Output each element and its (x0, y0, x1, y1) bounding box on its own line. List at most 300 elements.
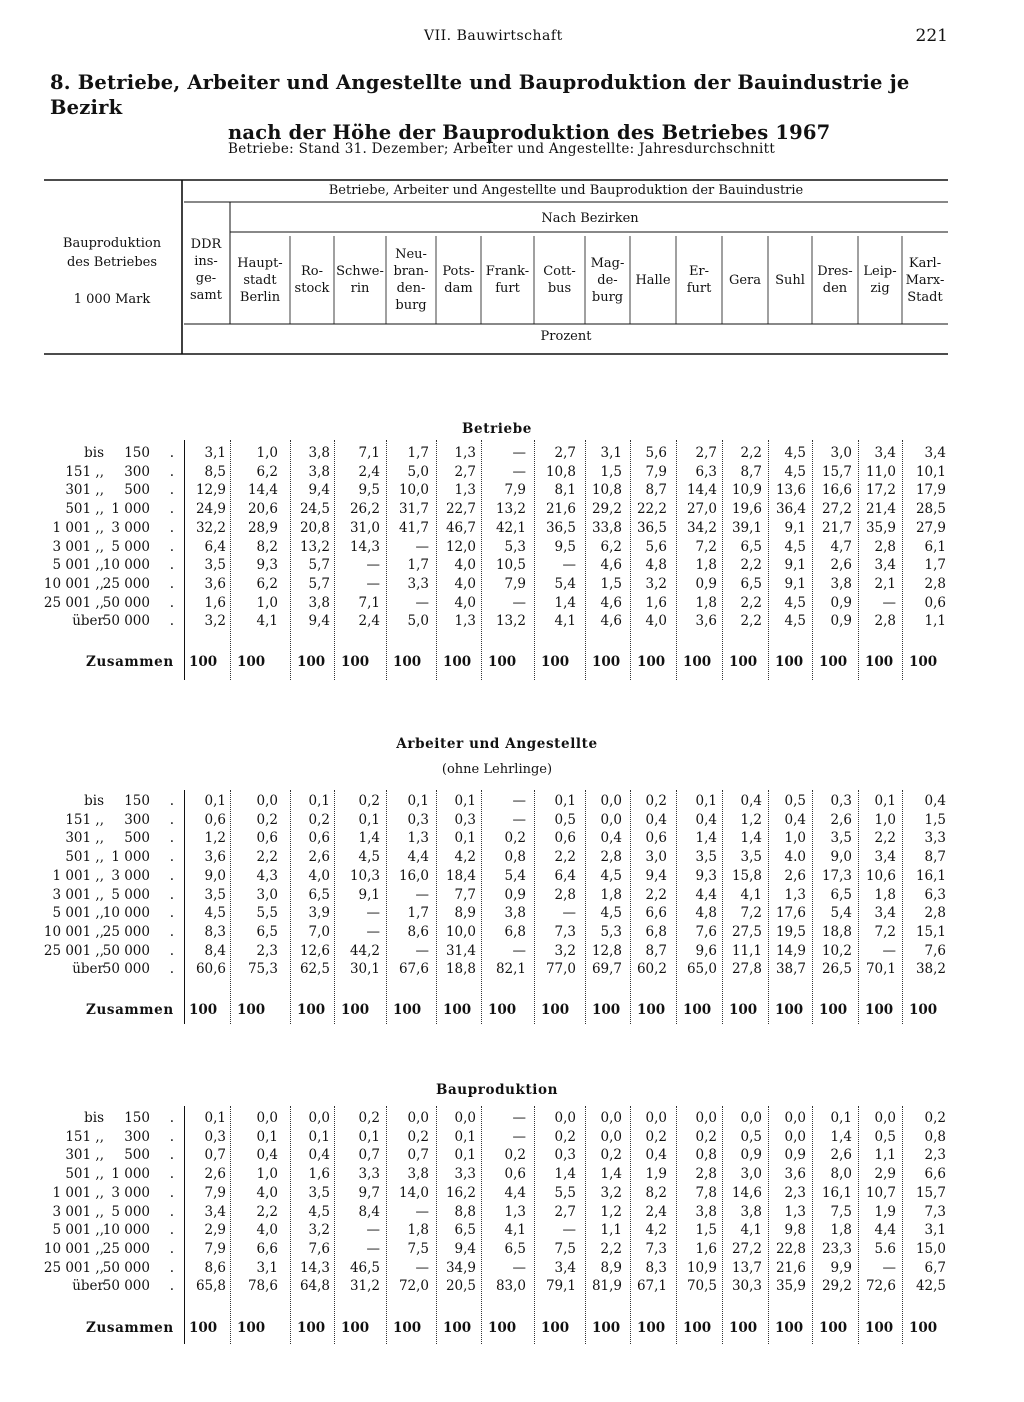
column-header-12 (723, 272, 767, 289)
table-cell: 2,9 (874, 1166, 896, 1183)
table-cell: 3,5 (204, 557, 226, 574)
row-label-to: 5 000 (111, 886, 150, 903)
table-cell: 8,9 (600, 1259, 622, 1276)
table-cell: 15,0 (915, 1240, 946, 1257)
table-cell: 7,1 (358, 445, 380, 461)
table-cell: 2,9 (204, 1222, 226, 1239)
total-cell: 100 (393, 1320, 422, 1336)
row-label-to: 25 000 (102, 575, 150, 592)
table-cell: 0,5 (784, 793, 806, 809)
stub-line1: Bauproduktion (62, 236, 162, 251)
table-cell: 36,4 (775, 501, 806, 518)
table-cell: 1,8 (600, 886, 622, 903)
row-label (40, 924, 178, 942)
column-header-line: den- (396, 281, 426, 296)
leader-dot: . (169, 538, 174, 555)
table-cell: 8,2 (256, 538, 278, 555)
table-cell: 1,6 (695, 1240, 717, 1257)
table-cell: 3,6 (695, 613, 717, 630)
table-cell: 3,6 (784, 1166, 806, 1183)
table-cell: 4,4 (407, 849, 429, 866)
table-cell: 0,0 (454, 1110, 476, 1126)
table-cell: 1,4 (830, 1128, 852, 1145)
table-cell: 4,1 (554, 613, 576, 630)
table-cell: 6,3 (924, 886, 946, 903)
section-title: Arbeiter und Angestellte (396, 736, 598, 752)
table-cell: 4,0 (454, 575, 476, 592)
table-cell: 6,1 (924, 538, 946, 555)
table-cell: 0,4 (600, 830, 622, 847)
total-cell: 100 (488, 654, 517, 670)
row-label-from: 151 ,, (65, 811, 104, 828)
table-cell: 7,9 (204, 1240, 226, 1257)
table-cell: 3,6 (204, 849, 226, 866)
table-cell: 16,2 (445, 1184, 476, 1201)
table-cell: 6,5 (740, 575, 762, 592)
table-cell: 3,4 (554, 1259, 576, 1276)
total-cell: 100 (488, 1002, 517, 1018)
table-cell: 27,8 (731, 961, 762, 978)
table-row (0, 849, 1024, 867)
table-cell: 0,9 (784, 1147, 806, 1164)
total-cell: 100 (297, 1320, 326, 1336)
table-cell: 2,2 (256, 1203, 278, 1220)
table-cell: — (512, 463, 526, 480)
table-cell: 0,2 (504, 830, 526, 847)
table-cell: — (512, 942, 526, 959)
table-cell: 1,0 (256, 445, 278, 461)
table-cell: 1,0 (784, 830, 806, 847)
table-cell: 10,8 (591, 482, 622, 499)
table-cell: 0,5 (740, 1128, 762, 1145)
table-cell: 1,1 (600, 1222, 622, 1239)
table-cell: 9,3 (695, 867, 717, 884)
table-cell: 9,1 (358, 886, 380, 903)
table-cell: 79,1 (545, 1278, 576, 1295)
table-cell: 19,6 (731, 501, 762, 518)
table-cell: 4,1 (256, 613, 278, 630)
total-cell: 100 (683, 654, 712, 670)
table-cell: — (415, 1203, 429, 1220)
table-cell: 1,8 (407, 1222, 429, 1239)
total-cell: 100 (775, 654, 804, 670)
row-label-to: 50 000 (102, 613, 150, 630)
table-cell: 6,5 (454, 1222, 476, 1239)
row-label (40, 830, 178, 848)
table-cell: 1,6 (645, 594, 667, 611)
table-cell: 2,8 (874, 538, 896, 555)
table-cell: 8,9 (454, 905, 476, 922)
total-cell: 100 (341, 1320, 370, 1336)
row-label-to: 500 (124, 482, 150, 499)
leader-dot: . (169, 445, 174, 461)
table-cell: 0,0 (740, 1110, 762, 1126)
table-cell: 0,6 (924, 594, 946, 611)
total-cell: 100 (865, 1320, 894, 1336)
row-label-from: 25 001 ,, (43, 942, 104, 959)
table-cell: 0,1 (554, 793, 576, 809)
table-row (0, 1166, 1024, 1184)
table-cell: 0,2 (645, 1128, 667, 1145)
table-cell: 23,3 (821, 1240, 852, 1257)
column-header-line: ins- (194, 254, 218, 269)
row-label (40, 1166, 178, 1184)
total-row (0, 654, 1024, 672)
row-label (40, 812, 178, 830)
row-label-from: 301 ,, (65, 482, 104, 499)
row-label (40, 464, 178, 482)
table-cell: 7,1 (358, 594, 380, 611)
table-cell: 4,2 (645, 1222, 667, 1239)
table-cell: 1,3 (504, 1203, 526, 1220)
table-cell: 0,3 (830, 793, 852, 809)
table-cell: 28,5 (915, 501, 946, 518)
table-cell: 65,8 (195, 1278, 226, 1295)
table-row (0, 464, 1024, 482)
table-cell: 5,6 (645, 538, 667, 555)
table-cell: 8,7 (645, 942, 667, 959)
table-cell: 7,3 (924, 1203, 946, 1220)
column-header-line: Ro- (300, 264, 323, 279)
total-cell: 100 (443, 1320, 472, 1336)
row-label-to: 10 000 (102, 1222, 150, 1239)
column-header-line: stadt (243, 272, 277, 288)
table-cell: 1,5 (600, 463, 622, 480)
table-cell: 41,7 (398, 519, 429, 536)
table-cell: 2,4 (358, 613, 380, 630)
row-label (40, 1110, 178, 1128)
table-cell: 8,2 (645, 1184, 667, 1201)
column-header-line: Suhl (775, 272, 805, 288)
table-cell: 0,5 (874, 1128, 896, 1145)
table-cell: 27,2 (821, 501, 852, 518)
table-cell: 4,4 (695, 886, 717, 903)
table-cell: 3,5 (308, 1184, 330, 1201)
table-cell: 2,4 (645, 1203, 667, 1220)
row-label-to: 1 000 (111, 1166, 150, 1183)
table-row (0, 520, 1024, 538)
table-cell: 16,6 (821, 482, 852, 499)
table-cell: 2,2 (740, 613, 762, 630)
table-cell: 4,5 (600, 905, 622, 922)
table-cell: 10,7 (865, 1184, 896, 1201)
row-label-from: 3 001 ,, (52, 538, 104, 555)
total-cell: 100 (189, 1002, 218, 1018)
row-label-from: bis (84, 793, 104, 809)
table-cell: 0,6 (308, 830, 330, 847)
table-cell: 31,7 (398, 501, 429, 518)
table-cell: 67,6 (398, 961, 429, 978)
table-row (0, 482, 1024, 500)
table-cell: — (882, 942, 896, 959)
table-cell: 0,3 (204, 1128, 226, 1145)
row-label (40, 501, 178, 519)
total-cell: 100 (237, 1002, 266, 1018)
column-header-line: Dres- (817, 264, 853, 279)
table-cell: 9,8 (784, 1222, 806, 1239)
table-cell: 15,1 (915, 923, 946, 940)
table-cell: 4,0 (256, 1184, 278, 1201)
table-cell: — (415, 886, 429, 903)
row-label (40, 887, 178, 905)
table-cell: 18,8 (821, 923, 852, 940)
table-cell: 6,2 (256, 463, 278, 480)
row-label-from: bis (84, 1110, 104, 1126)
table-cell: 3,0 (740, 1166, 762, 1183)
row-label-to: 500 (124, 1147, 150, 1164)
table-cell: 3,2 (600, 1184, 622, 1201)
column-header-line: Schwe- (336, 264, 384, 279)
table-cell: 3,1 (924, 1222, 946, 1239)
table-cell: 3,5 (204, 886, 226, 903)
table-cell: 8,3 (204, 923, 226, 940)
total-cell: 100 (393, 654, 422, 670)
table-cell: — (366, 1240, 380, 1257)
table-cell: 3,8 (308, 463, 330, 480)
table-cell: 3,3 (407, 575, 429, 592)
table-cell: 9,9 (830, 1259, 852, 1276)
table-cell: 0,3 (454, 811, 476, 828)
table-cell: 1,5 (600, 575, 622, 592)
row-label-from: 301 ,, (65, 830, 104, 847)
total-cell: 100 (541, 1002, 570, 1018)
table-cell: 0,7 (407, 1147, 429, 1164)
row-label (40, 849, 178, 867)
total-cell: 100 (541, 654, 570, 670)
leader-dot: . (169, 811, 174, 828)
row-label-from: 151 ,, (65, 463, 104, 480)
table-cell: — (366, 923, 380, 940)
table-cell: 7,6 (695, 923, 717, 940)
table-cell: 15,7 (821, 463, 852, 480)
total-row (0, 1002, 1024, 1020)
table-cell: 0,4 (740, 793, 762, 809)
column-header-line: burg (591, 289, 624, 305)
total-cell: 100 (443, 1002, 472, 1018)
column-header-line: Pots- (442, 264, 475, 279)
total-cell: 100 (729, 1002, 758, 1018)
table-cell: 4,5 (784, 445, 806, 461)
table-cell: 42,5 (915, 1278, 946, 1295)
table-cell: 1,5 (924, 811, 946, 828)
table-cell: 12,0 (445, 538, 476, 555)
table-cell: 14,9 (775, 942, 806, 959)
table-cell: 9,4 (308, 613, 330, 630)
row-label-to: 150 (124, 445, 150, 461)
column-header-line: burg (395, 298, 427, 313)
table-cell: 62,5 (299, 961, 330, 978)
table-cell: 6,5 (308, 886, 330, 903)
table-cell: — (512, 793, 526, 809)
table-cell: 0,8 (504, 849, 526, 866)
table-cell: 4,1 (740, 1222, 762, 1239)
table-cell: 24,5 (299, 501, 330, 518)
table-cell: 16,1 (915, 867, 946, 884)
table-cell: 9,1 (784, 575, 806, 592)
column-header-7 (482, 263, 533, 297)
table-cell: 34,2 (686, 519, 717, 536)
table-cell: 11,1 (731, 942, 762, 959)
table-cell: 4,8 (695, 905, 717, 922)
table-cell: 5,4 (504, 867, 526, 884)
row-label (40, 482, 178, 500)
table-cell: 10,9 (731, 482, 762, 499)
leader-dot: . (169, 1222, 174, 1239)
table-cell: 2,2 (740, 557, 762, 574)
row-label (40, 445, 178, 463)
row-label-to: 25 000 (102, 1240, 150, 1257)
table-cell: 0,2 (358, 1110, 380, 1126)
table-cell: 26,5 (821, 961, 852, 978)
column-header-4 (335, 263, 385, 297)
table-cell: 6,5 (256, 923, 278, 940)
table-cell: 10,9 (686, 1259, 717, 1276)
row-label-from: 501 ,, (65, 501, 104, 518)
leader-dot: . (169, 557, 174, 574)
leader-dot: . (169, 613, 174, 630)
table-cell: 31,2 (349, 1278, 380, 1295)
table-cell: 0,1 (358, 811, 380, 828)
table-cell: 9,7 (358, 1184, 380, 1201)
table-cell: 12,8 (591, 942, 622, 959)
table-cell: 9,1 (784, 557, 806, 574)
table-cell: 4,0 (454, 594, 476, 611)
table-cell: 0,4 (308, 1147, 330, 1164)
table-cell: 7,0 (308, 923, 330, 940)
table-cell: 0,4 (695, 811, 717, 828)
table-cell: 30,1 (349, 961, 380, 978)
table-cell: 4,6 (600, 594, 622, 611)
column-header-line: de- (597, 272, 618, 288)
table-cell: 17,6 (775, 905, 806, 922)
table-cell: 21,6 (775, 1259, 806, 1276)
total-cell: 100 (819, 1002, 848, 1018)
table-cell: 9,0 (204, 867, 226, 884)
table-cell: 9,5 (554, 538, 576, 555)
table-cell: 7,8 (695, 1184, 717, 1201)
table-cell: 1,4 (554, 1166, 576, 1183)
table-cell: 3,3 (358, 1166, 380, 1183)
leader-dot: . (169, 942, 174, 959)
table-cell: 4,4 (504, 1184, 526, 1201)
table-cell: 3,0 (830, 445, 852, 461)
table-cell: 46,7 (445, 519, 476, 536)
table-cell: 0,2 (554, 1128, 576, 1145)
column-header-line: Leip- (863, 264, 897, 279)
table-cell: 0,0 (600, 811, 622, 828)
table-cell: 14,4 (247, 482, 278, 499)
table-cell: 4,1 (504, 1222, 526, 1239)
row-label-from: 301 ,, (65, 1147, 104, 1164)
row-label-from: 5 001 ,, (52, 557, 104, 574)
table-cell: 0,6 (554, 830, 576, 847)
table-cell: 13,2 (299, 538, 330, 555)
table-cell: 60,2 (636, 961, 667, 978)
row-label (40, 520, 178, 538)
table-cell: 2,8 (695, 1166, 717, 1183)
table-cell: 1,0 (874, 811, 896, 828)
table-cell: 10,3 (349, 867, 380, 884)
total-cell: 100 (297, 1002, 326, 1018)
table-cell: 70,1 (865, 961, 896, 978)
column-header-line: Gera (728, 272, 762, 288)
row-label-to: 5 000 (111, 1203, 150, 1220)
table-cell: 72,0 (398, 1278, 429, 1295)
leader-dot: . (169, 519, 174, 536)
table-cell: 5,3 (600, 923, 622, 940)
table-cell: 1,3 (454, 445, 476, 461)
total-cell: 100 (592, 654, 621, 670)
table-cell: 1,8 (695, 557, 717, 574)
table-row (0, 1147, 1024, 1165)
leader-dot: . (169, 830, 174, 847)
table-cell: 6,6 (645, 905, 667, 922)
table-cell: 75,3 (247, 961, 278, 978)
table-cell: 27,0 (686, 501, 717, 518)
table-cell: 3,0 (645, 849, 667, 866)
row-label (40, 961, 178, 979)
table-row (0, 1222, 1024, 1240)
table-cell: 2,7 (554, 445, 576, 461)
total-cell: 100 (189, 654, 218, 670)
table-cell: 8,8 (454, 1203, 476, 1220)
table-cell: 0,1 (830, 1110, 852, 1126)
header-unit: Prozent (540, 329, 592, 344)
table-cell: 0,2 (256, 811, 278, 828)
table-cell: 3,8 (695, 1203, 717, 1220)
row-label (40, 1147, 178, 1165)
table-cell: 3,1 (204, 445, 226, 461)
header-stub (44, 234, 180, 309)
row-label-from: 1 001 ,, (52, 867, 104, 884)
table-cell: 3,2 (204, 613, 226, 630)
table-cell: 8,7 (740, 463, 762, 480)
table-row (0, 595, 1024, 613)
table-cell: — (512, 811, 526, 828)
leader-dot: . (169, 1184, 174, 1201)
section-title: VII. Bauwirtschaft (424, 28, 563, 44)
table-cell: 0,4 (256, 1147, 278, 1164)
table-row (0, 1241, 1024, 1259)
total-cell: 100 (683, 1002, 712, 1018)
table-cell: 1,3 (784, 886, 806, 903)
table-cell: 7,6 (308, 1240, 330, 1257)
table-cell: 10,6 (865, 867, 896, 884)
row-label-from: 5 001 ,, (52, 905, 104, 922)
table-cell: 4.0 (784, 849, 806, 866)
table-cell: 0,1 (308, 793, 330, 809)
table-cell: 10,0 (398, 482, 429, 499)
table-cell: 14,4 (686, 482, 717, 499)
table-cell: 0,9 (504, 886, 526, 903)
table-cell: 27,9 (915, 519, 946, 536)
table-cell: 6,5 (830, 886, 852, 903)
table-cell: 77,0 (545, 961, 576, 978)
table-cell: — (366, 557, 380, 574)
table-cell: 5,7 (308, 575, 330, 592)
leader-dot: . (169, 482, 174, 499)
row-label-from: 1 001 ,, (52, 1184, 104, 1201)
table-cell: 20,8 (299, 519, 330, 536)
table-cell: 8,4 (204, 942, 226, 959)
table-cell: 78,6 (247, 1278, 278, 1295)
table-cell: 4,0 (454, 557, 476, 574)
table-cell: 2,8 (600, 849, 622, 866)
table-cell: 1,2 (740, 811, 762, 828)
table-cell: 0,0 (554, 1110, 576, 1126)
table-cell: 69,7 (591, 961, 622, 978)
total-row (0, 1320, 1024, 1338)
